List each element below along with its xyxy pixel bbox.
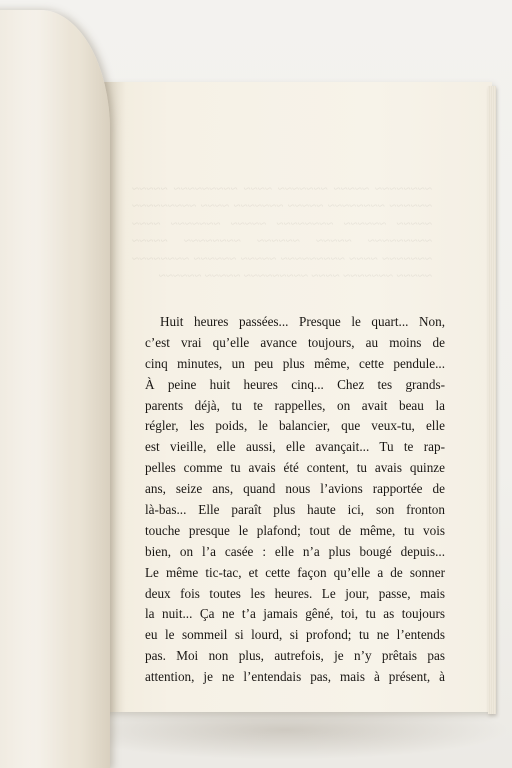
text-line: À peine huit heures cinq... Chez tes grands- — [145, 376, 445, 392]
text-line: Huit heures passées... Presque le quart... Non, — [160, 314, 445, 329]
text-line: est vieille, elle aussi, elle avançait... Tu te rap- — [145, 439, 445, 455]
page-text — [145, 312, 445, 688]
page-edges — [488, 86, 496, 714]
text-line: attention, je ne l’entendais pas, mais à présent, à — [145, 669, 445, 685]
text-line: c’est vrai qu’elle avance toujours, au moins de — [145, 334, 445, 350]
text-line: régler, les poids, le balancier, que veux-tu, elle — [145, 418, 445, 434]
text-line: la nuit... Ça ne t’a jamais gêné, toi, tu as toujours — [145, 606, 445, 622]
text-line: là-bas... Elle paraît plus haute ici, son fronton — [145, 502, 445, 518]
text-line: eu le sommeil si lourd, si profond; tu ne l’entends — [145, 627, 445, 643]
left-page-highlight — [0, 10, 70, 768]
show-through-texture: ~~~~~~~~ ~~~~~ ~~~~~~~ ~~~~ ~~~~~~~~~ ~~~~~ ~~~~~~ ~~~~~~~~ ~~~~~ ~~~~~~~ ~~~~ ~~~~~~~~~ ~~~~~ ~~~~~~ ~~~~~~~~ ~~~~~ ~~~~~~~ ~~~~ ~~~~~~~~~ ~~~~~ ~~~~~~ ~~~~~~~~ ~~~~~ ~~~~~~~ ~~~~ ~~~~~~~~~ ~~~~~ ~~~~~~ ~~~~~~~~ ~~~~~ ~~~~~~~ ~~~~ ~~~~~~~~~ ~~~~~ ~~~~~~ — [132, 181, 432, 284]
text-line: pas. Moi non plus, autrefois, je n’y prêtais pas — [145, 648, 445, 664]
left-page-curl — [0, 10, 110, 768]
text-line: deux fois toutes les heures. Le jour, passe, mais — [145, 585, 445, 601]
text-line: touche presque le plafond; tout de même, tu vois — [145, 522, 445, 538]
text-line: ans, seize ans, quand nous l’avions rapportée de — [145, 481, 445, 497]
text-line: cinq minutes, un peu plus même, cette pendule... — [145, 355, 445, 371]
text-line: pelles comme tu avais été content, tu avais quinze — [145, 460, 445, 476]
text-line: parents déjà, tu te rappelles, on avait beau la — [145, 397, 445, 413]
text-line: bien, on l’a casée : elle n’a plus bougé depuis... — [145, 543, 445, 559]
text-line: Le même tic-tac, et cette façon qu’elle a de sonner — [145, 564, 445, 580]
verso-show-through — [132, 140, 432, 310]
